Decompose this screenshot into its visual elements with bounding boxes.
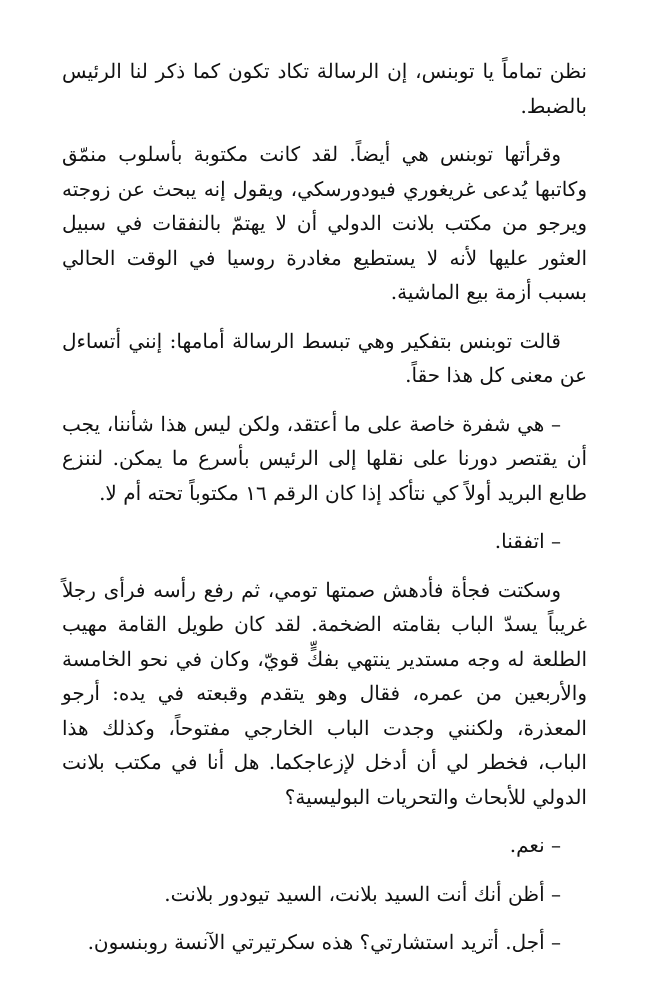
book-page <box>62 54 587 974</box>
paragraph-6: وسكتت فجأة فأدهش صمتها تومي، ثم رفع رأسه فرأى رجلاً غريباً يسدّ الباب بقامته الضخمة. لقد كان طويل القامة مهيب الطلعة له وجه مستدير ينتهي بفكٍّ قويّ، وكان في نحو الخامسة والأربعين من عمره، فقال وهو يتقدم وقبعته في يده: أرجو المعذرة، ولكنني وجدت الباب الخارجي مفتوحاً، وكذلك هذا الباب، فخطر لي أن أدخل لإزعاجكما. هل أنا في مكتب بلانت الدولي للأبحاث والتحريات البوليسية؟ <box>62 577 587 809</box>
paragraph-5: – اتفقنا. <box>494 529 561 553</box>
paragraph-9: – أجل. أتريد استشارتي؟ هذه سكرتيرتي الآنسة روبنسون. <box>87 930 561 954</box>
paragraph-4: – هي شفرة خاصة على ما أعتقد، ولكن ليس هذا شأننا، يجب أن يقتصر دورنا على نقلها إلى الرئيس بأسرع ما يمكن. لننزع طابع البريد أولاً كي نتأكد إذا كان الرقم ١٦ مكتوباً تحته أم لا. <box>62 411 587 505</box>
paragraph-3: قالت توبنس بتفكير وهي تبسط الرسالة أمامها: إنني أتساءل عن معنى كل هذا حقاً. <box>62 328 587 387</box>
paragraph-7: – نعم. <box>509 833 561 857</box>
paragraph-8: – أظن أنك أنت السيد بلانت، السيد تيودور بلانت. <box>164 881 561 906</box>
paragraph-1: نظن تماماً يا توبنس، إن الرسالة تكاد تكون كما ذكر لنا الرئيس بالضبط. <box>62 59 587 118</box>
paragraph-2: وقرأتها توبنس هي أيضاً. لقد كانت مكتوبة بأسلوب منمّق وكاتبها يُدعى غريغوري فيودورسكي، ويقول إنه يبحث عن زوجته ويرجو من مكتب بلانت الدولي أن لا يهتمّ بالنفقات في سبيل العثور عليها لأنه لا يستطيع مغادرة روسيا في الوقت الحالي بسبب أزمة بيع الماشية. <box>62 142 587 304</box>
